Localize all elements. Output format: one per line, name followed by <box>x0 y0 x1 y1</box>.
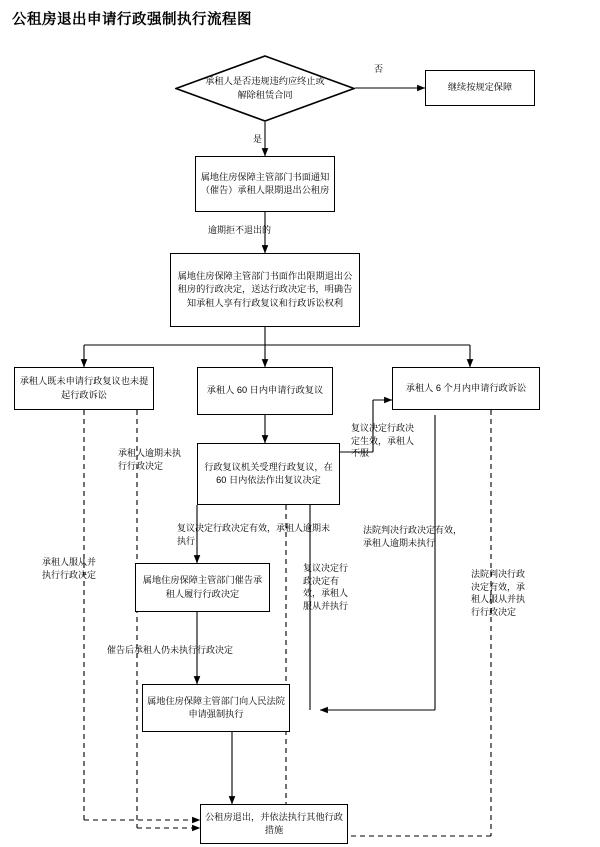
node-apply-review-60 <box>197 367 333 415</box>
node-continue-guarantee <box>425 70 535 106</box>
edge-label-accept-and-perform: 承租人服从并执行行政决定 <box>42 557 97 580</box>
node-review-organ-decision <box>197 443 340 505</box>
edge-label-after-urge-not-performed: 催告后承租人仍未执行行政决定 <box>107 645 234 655</box>
node-label: 承租人是否违规违约应终止或解除租赁合同 <box>205 76 325 100</box>
node-label: 承租人 6 个月内申请行政诉讼 <box>405 382 527 393</box>
node-no-review-no-suit <box>14 367 154 410</box>
edge-label-review-upheld-overdue: 复议决定行政决定有效，承租人逾期未执行 <box>177 523 331 546</box>
node-label: 属地住房保障主管部门书面作出限期退出公租房的行政决定，送达行政决定书，明确告知承租人享有行政复议和行政诉讼权利 <box>177 270 353 308</box>
node-urge-perform <box>135 563 270 612</box>
node-label: 属地住房保障主管部门向人民法院申请强制执行 <box>147 695 285 719</box>
edge-label-overdue-no-exit: 逾期拒不退出的 <box>208 225 272 235</box>
page-title: 公租房退出申请行政强制执行流程图 <box>12 12 252 28</box>
node-lawsuit-6months <box>392 367 540 410</box>
edge-label-court-valid-accept-perform: 法院判决行政决定有效，承租人服从并执行行政决定 <box>471 569 526 617</box>
node-notice-exit <box>195 156 335 212</box>
node-label: 行政复议机关受理行政复议，在 60 日内依法作出复议决定 <box>204 461 333 485</box>
edge-label-no: 否 <box>374 64 384 74</box>
edge-label-review-valid-not-accept: 复议决定行政决定生效，承租人不服 <box>351 423 415 459</box>
edge-label-overdue-not-performed: 承租人逾期未执行行政决定 <box>118 448 182 471</box>
node-label: 继续按规定保障 <box>447 82 513 93</box>
node-label: 公租房退出，并依法执行其他行政措施 <box>205 811 343 835</box>
edge-label-court-upheld-overdue: 法院判决行政决定有效，承租人逾期未执行 <box>363 525 463 548</box>
edge-label-yes: 是 <box>253 134 263 144</box>
node-label: 承租人既未申请行政复议也未提起行政诉讼 <box>19 376 149 400</box>
node-label: 承租人 60 日内申请行政复议 <box>206 385 324 396</box>
node-apply-court <box>142 684 290 732</box>
node-exit-and-measures <box>200 804 348 844</box>
node-decision-violation <box>175 55 355 122</box>
node-label: 属地住房保障主管部门催告承租人履行行政决定 <box>142 575 263 599</box>
node-label: 属地住房保障主管部门书面通知（催告）承租人限期退出公租房 <box>200 171 330 195</box>
node-decision-doc <box>170 253 360 327</box>
edge-label-review-valid-accept-perform: 复议决定行政决定有效，承租人服从并执行 <box>303 563 349 611</box>
